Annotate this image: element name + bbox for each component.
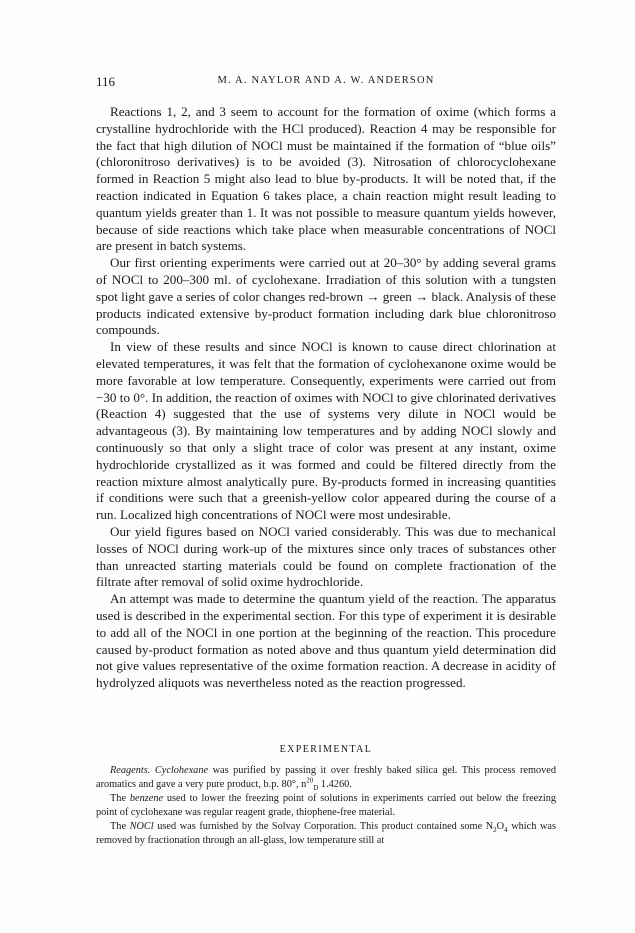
body-text: [96, 104, 556, 692]
nocl-intro: The: [110, 821, 130, 833]
page-number: 116: [96, 74, 116, 89]
refractive-index-value: 1.4260.: [318, 779, 352, 791]
paragraph-quantum-yield: An attempt was made to determine the quantum yield of the reaction. The apparatus used is described in the experimental section. For this type of experiment it is desirable to add all of the NOCl in one portion at the beginning of the reaction. This procedure caused by-product formation as noted above and thus quantum yield determination did not give values representative of the oxime formation reaction. A decrease in acidity of hydrolyzed aliquots was nevertheless noted as the reaction progressed.: [96, 591, 556, 691]
paragraph-yield-figures: Our yield figures based on NOCl varied considerably. This was due to mechanical losses of NOCl during work-up of the mixtures since only traces of substances other than unreacted starting materials could be found on complete fractionation of the filtrate after removal of solid oxime hydrochloride.: [96, 523, 556, 590]
reagents-label: Reagents.: [110, 765, 151, 776]
refractive-index-line: D: [313, 784, 319, 793]
paragraph-low-temperature: In view of these results and since NOCl is known to cause direct chlorination at elevated temperatures, it was felt that the formation of cyclohexanone oxime would be more favorable at low temperature. Consequently, experiments were carried out from −30 to 0°. In addition, the reaction of oximes with NOCl to give chlorinated derivatives (Reaction 4) suggested that the use of systems very dilute in NOCl would be advantageous (3). By maintaining low temperatures and by adding NOCl slowly and continuously so that only a slight trace of color was present at any instant, oxime hydrochloride crystallized as it was formed and could be filtered directly from the reaction mixture almost analytically pure. By-products formed in increasing quantities if conditions were such that a greenish-yellow color appeared during the course of a run. Localized high concentrations of NOCl were most undesirable.: [96, 339, 556, 523]
experimental-paragraph-nocl: [96, 820, 556, 848]
cyclohexane-term: Cyclohexane: [154, 765, 209, 776]
cyclohexane-text: was purified by passing it over freshly baked silica gel. This process removed aromatics and gave a very pure product, b.p. 80°, n: [96, 765, 556, 791]
paragraph-orienting-experiments: Our first orienting experiments were carried out at 20–30° by adding several grams of NOCl to 200–300 ml. of cyclohexane. Irradiation of this solution with a tungsten spot light gave a series of color changes red-brown → green → black. Analysis of these products indicated extensive by-product formation including dark blue chloronitroso compounds.: [96, 255, 556, 338]
running-head: M. A. NAYLOR AND A. W. ANDERSON: [217, 75, 435, 86]
nocl-text-c: which was removed by fractionation through an all-glass, low temperature still at: [96, 821, 556, 847]
benzene-intro: The: [110, 793, 130, 805]
experimental-section: [96, 764, 556, 849]
section-heading-experimental: EXPERIMENTAL: [279, 744, 373, 755]
n2o4-subscript-4: 4: [504, 826, 508, 835]
nocl-text-a: used was furnished by the Solvay Corporation. This product contained some N: [153, 821, 494, 833]
n2o4-subscript-2: 2: [493, 826, 497, 835]
nocl-term: NOCl: [129, 821, 154, 833]
paragraph-reactions: Reactions 1, 2, and 3 seem to account for the formation of oxime (which forms a crystalline hydrochloride with the HCl produced). Reaction 4 may be responsible for the fact that high dilution of NOCl must be maintained if the formation of “blue oils” (chloronitroso derivatives) is to be avoided (3). Nitrosation of chlorocyclohexane formed in Reaction 5 might also lead to blue by-products. It will be noted that, if the reaction indicated in Equation 6 takes place, a chain reaction might result leading to quantum yields greater than 1. It was not possible to measure quantum yields however, because of side reactions which take place when measurable concentrations of NOCl are present in batch systems.: [96, 104, 556, 254]
page-header: [96, 74, 556, 90]
benzene-term: benzene: [129, 793, 164, 805]
experimental-paragraph-cyclohexane: [96, 764, 556, 792]
refractive-index-temperature: 20: [306, 776, 314, 785]
experimental-paragraph-benzene: [96, 792, 556, 820]
nocl-text-b: O: [496, 821, 505, 833]
benzene-text: used to lower the freezing point of solutions in experiments carried out below the freezing point of cyclohexane was regular reagent grade, thiophene-free material.: [96, 793, 556, 819]
